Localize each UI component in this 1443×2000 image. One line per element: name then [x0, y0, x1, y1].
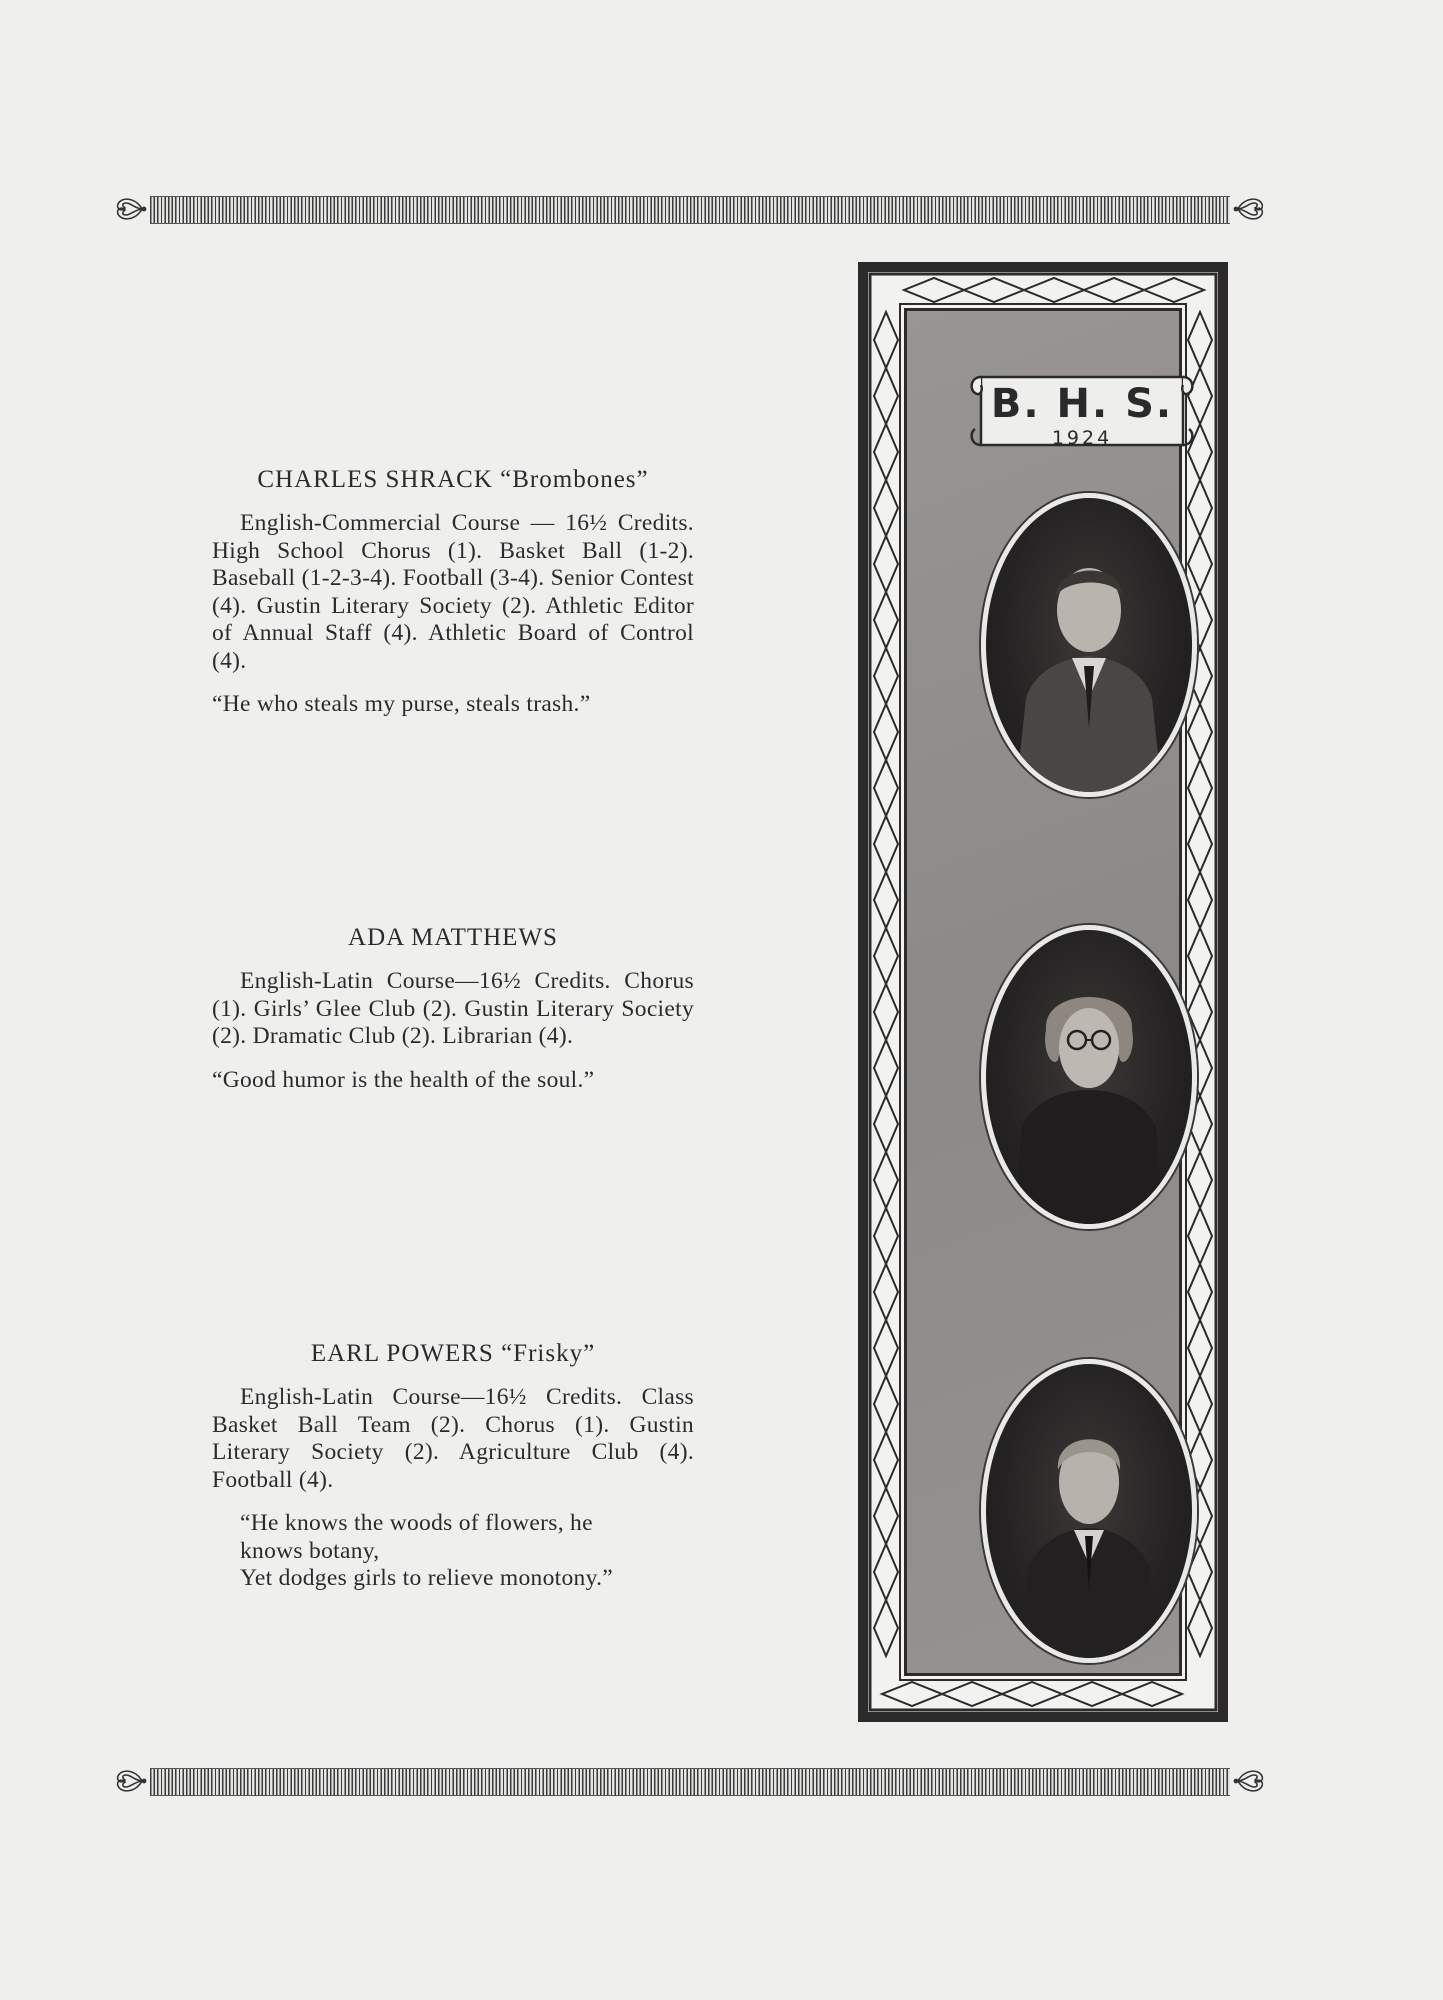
portrait-photo-icon: [986, 930, 1192, 1224]
border-diamond: [1188, 704, 1212, 760]
border-diamond: [1188, 312, 1212, 368]
student-details: English-Commercial Course — 16½ Credits. High School Chorus (1). Basket Ball (1-2). Baseball (1-2-3-4). Football (3-4). Senior Contest (4). Gustin Literary Society (2). Athletic Editor of Annual Staff (4). Athletic Board of Control (4).: [212, 510, 694, 674]
border-diamond: [874, 368, 898, 424]
student-name: ADA MATTHEWS: [348, 924, 558, 951]
bottom-ornamental-rule: [112, 1764, 1268, 1798]
top-ornamental-rule: [112, 192, 1268, 226]
border-diamond: [874, 1432, 898, 1488]
border-diamond: [874, 1208, 898, 1264]
fleuron-icon: [112, 1764, 148, 1798]
border-diamond: [1188, 1264, 1212, 1320]
border-diamond: [874, 1320, 898, 1376]
border-diamond: [1188, 1208, 1212, 1264]
border-diamond: [874, 648, 898, 704]
panel-border: [868, 272, 1218, 1712]
portrait-photo-icon: [986, 1364, 1192, 1658]
border-diamond: [874, 1096, 898, 1152]
border-diamond: [874, 1264, 898, 1320]
portrait-charles-shrack: [981, 493, 1197, 797]
border-diamond: [874, 928, 898, 984]
border-diamond: [1188, 1376, 1212, 1432]
student-bio-charles-shrack: [212, 466, 694, 719]
border-diamond: [874, 536, 898, 592]
border-diamond: [874, 1376, 898, 1432]
banner-title: B. H. S.: [990, 381, 1174, 427]
border-diamond: [874, 1040, 898, 1096]
student-bio-ada-matthews: [212, 924, 694, 1094]
banner-year: 1924: [1051, 427, 1113, 449]
border-diamond: [874, 480, 898, 536]
border-diamond: [874, 312, 898, 368]
portrait-photo-icon: [986, 498, 1192, 792]
fleuron-icon: [112, 192, 148, 226]
panel-background: [904, 308, 1182, 1676]
border-diamond: [1188, 872, 1212, 928]
border-diamond: [874, 760, 898, 816]
border-diamond: [874, 1152, 898, 1208]
student-quote: “He who steals my purse, steals trash.”: [212, 691, 591, 717]
border-diamond: [874, 592, 898, 648]
border-diamond: [874, 816, 898, 872]
student-details: English-Latin Course—16½ Credits. Chorus (1). Girls’ Glee Club (2). Gustin Literary Society (2). Dramatic Club (2). Librarian (4).: [212, 968, 694, 1049]
student-name: EARL POWERS “Frisky”: [310, 1340, 596, 1367]
school-banner: [967, 367, 1197, 457]
border-diamond: [874, 424, 898, 480]
border-diamond: [874, 1544, 898, 1600]
portrait-earl-powers: [981, 1359, 1197, 1663]
student-details: English-Latin Course—16½ Credits. Class Basket Ball Team (2). Chorus (1). Gustin Literary Society (2). Agriculture Club (4). Football (4).: [212, 1384, 694, 1493]
border-diamond: [1188, 480, 1212, 536]
border-diamond: [1188, 1152, 1212, 1208]
student-bio-earl-powers: [212, 1340, 694, 1593]
border-diamond: [874, 872, 898, 928]
border-diamond: [1188, 1320, 1212, 1376]
border-diamond: [1188, 760, 1212, 816]
fleuron-icon: [1232, 192, 1268, 226]
border-diamond: [1188, 1600, 1212, 1656]
student-quote: “He knows the woods of flowers, he knows botany, Yet dodges girls to relieve monotony.”: [240, 1510, 613, 1591]
photo-panel: [858, 262, 1228, 1722]
border-diamond: [874, 984, 898, 1040]
student-name: CHARLES SHRACK “Brombones”: [257, 466, 649, 493]
border-diamond: [874, 704, 898, 760]
fleuron-icon: [1232, 1764, 1268, 1798]
border-diamond: [1188, 536, 1212, 592]
border-diamond: [874, 1488, 898, 1544]
border-diamond: [874, 1600, 898, 1656]
portrait-ada-matthews: [981, 925, 1197, 1229]
border-diamond: [1188, 928, 1212, 984]
border-diamond: [1188, 816, 1212, 872]
student-quote: “Good humor is the health of the soul.”: [212, 1066, 595, 1093]
